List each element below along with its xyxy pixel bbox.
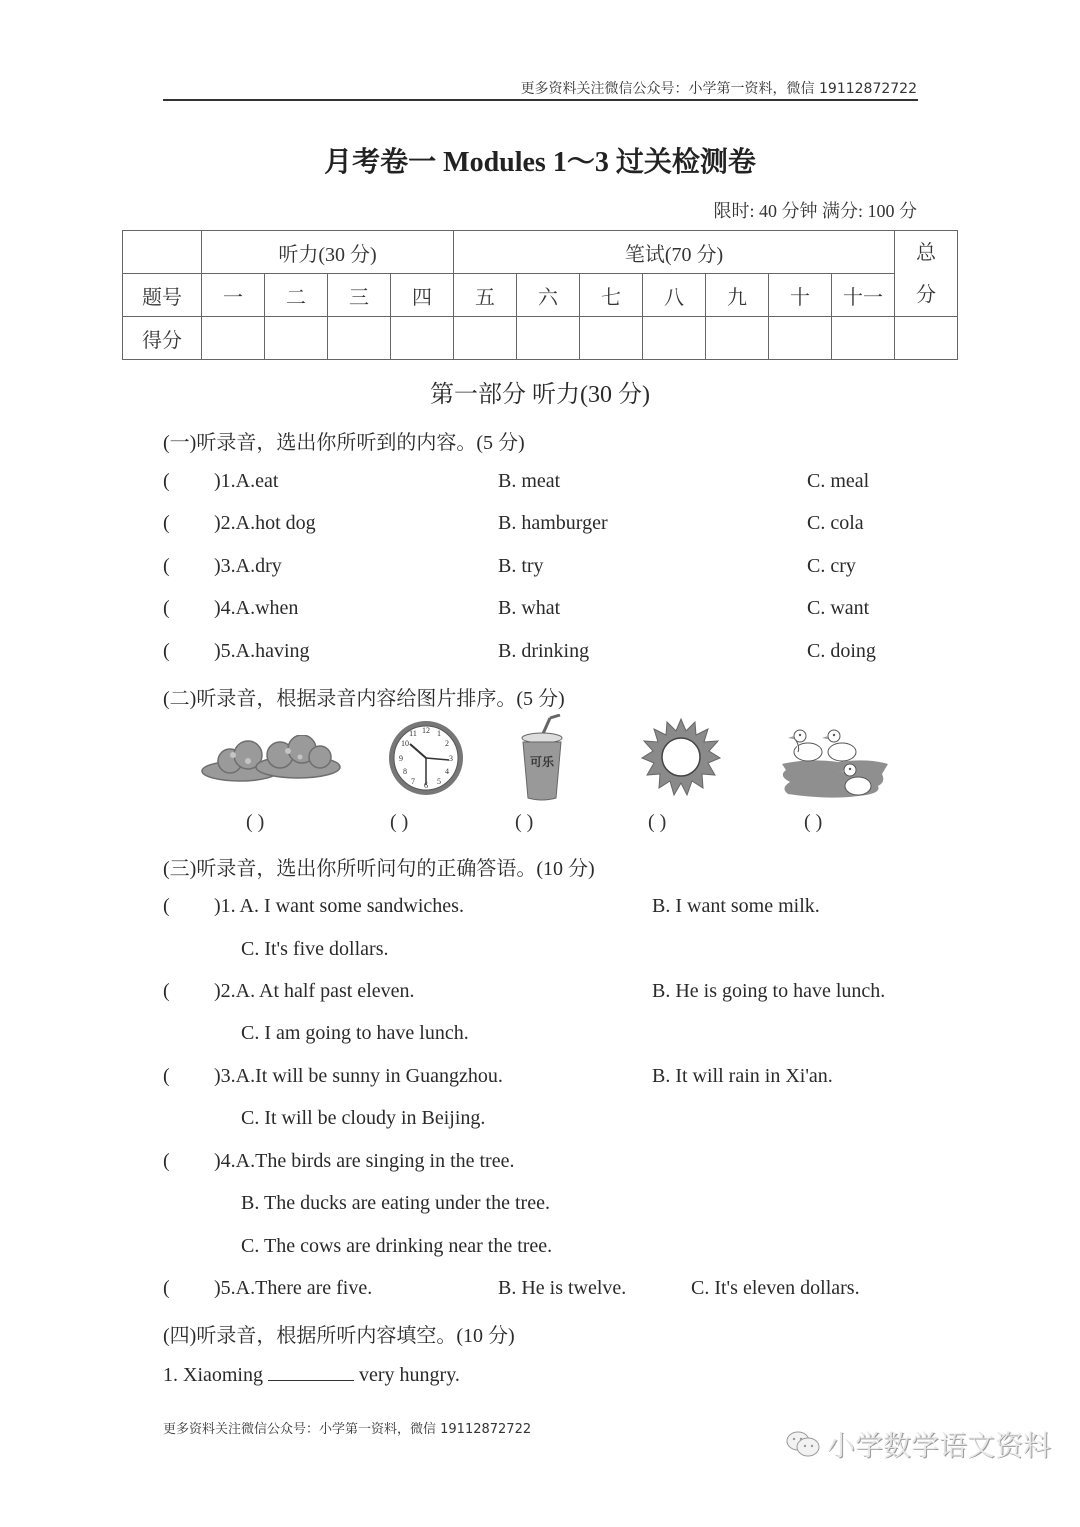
s4-item-1-before: 1. Xiaoming (163, 1364, 263, 1386)
score-cell[interactable] (202, 317, 265, 360)
question-number-cell: 六 (517, 274, 580, 317)
svg-text:8: 8 (403, 767, 407, 776)
s3-item-1-option-c: C. It's five dollars. (241, 938, 389, 960)
wechat-icon (785, 1430, 821, 1465)
score-cell[interactable] (769, 317, 832, 360)
s3-item-2-option-a: )2.A. At half past eleven. (214, 980, 415, 1002)
svg-text:2: 2 (445, 739, 449, 748)
s3-item-2-option-b: B. He is going to have lunch. (652, 980, 886, 1002)
footer-promo-note: 更多资料关注微信公众号：小学第一资料，微信 19112872722 (163, 1422, 532, 1437)
s3-item-5-option-c: C. It's eleven dollars. (691, 1277, 860, 1299)
s3-item-1-option-a: )1. A. I want some sandwiches. (214, 895, 464, 917)
question-number-cell: 十 (769, 274, 832, 317)
s1-item-3-option-c: C. cry (807, 555, 856, 577)
score-cell[interactable] (517, 317, 580, 360)
clock-icon (387, 719, 465, 797)
cola-cup-icon (520, 714, 566, 802)
row-label-question-number: 题号 (123, 274, 202, 317)
s3-item-4-option-c: C. The cows are drinking near the tree. (241, 1235, 553, 1257)
s1-item-1-option-a: )1.A.eat (214, 470, 279, 492)
score-cell[interactable] (832, 317, 895, 360)
s3-item-3-option-c: C. It will be cloudy in Beijing. (241, 1107, 486, 1129)
svg-text:9: 9 (399, 754, 403, 763)
exam-title: 月考卷一 Modules 1～3 过关检测卷 (324, 147, 756, 178)
s4-item-1-after: very hungry. (359, 1364, 460, 1386)
s3-item-4-option-b: B. The ducks are eating under the tree. (241, 1192, 550, 1214)
listening-group-header: 听力(30 分) (202, 231, 454, 274)
score-table-header-row (123, 231, 958, 274)
s1-item-4-option-b: B. what (498, 597, 561, 619)
s1-item-4-option-a: )4.A.when (214, 597, 299, 619)
s1-item-5-paren[interactable]: ( (163, 640, 170, 662)
s1-item-5-option-a: )5.A.having (214, 640, 310, 662)
question-number-cell: 九 (706, 274, 769, 317)
writing-group-header: 笔试(70 分) (454, 231, 895, 274)
s1-item-1-option-c: C. meal (807, 470, 870, 492)
question-number-cell: 四 (391, 274, 454, 317)
s1-item-4-paren[interactable]: ( (163, 597, 170, 619)
s1-item-4-option-c: C. want (807, 597, 870, 619)
svg-text:10: 10 (401, 739, 409, 748)
score-cell[interactable] (454, 317, 517, 360)
s4-item-1 (163, 1362, 460, 1387)
svg-text:7: 7 (411, 777, 415, 786)
section-1-heading: (一)听录音，选出你所听到的内容。(5 分) (163, 432, 525, 454)
svg-text:12: 12 (422, 726, 430, 735)
cloud-icon (200, 735, 342, 785)
s3-item-1-option-b: B. I want some milk. (652, 895, 820, 917)
picture-2-answer-paren[interactable]: ( ) (390, 811, 409, 833)
watermark-text: 小学数学语文资料 (827, 1429, 1052, 1462)
question-number-cell: 一 (202, 274, 265, 317)
score-cell[interactable] (391, 317, 454, 360)
s3-item-2-option-c: C. I am going to have lunch. (241, 1022, 469, 1044)
total-header (895, 231, 958, 317)
s3-item-5-option-a: )5.A.There are five. (214, 1277, 373, 1299)
sun-icon (641, 717, 721, 797)
row-label-score: 得分 (123, 317, 202, 360)
s3-item-5-option-b: B. He is twelve. (498, 1277, 627, 1299)
section-2-heading: (二)听录音，根据录音内容给图片排序。(5 分) (163, 688, 565, 710)
svg-text:6: 6 (424, 781, 428, 790)
question-number-cell: 二 (265, 274, 328, 317)
s1-item-5-option-b: B. drinking (498, 640, 590, 662)
picture-3-answer-paren[interactable]: ( ) (515, 811, 534, 833)
table-corner-cell (123, 231, 202, 274)
part-one-title: 第一部分 听力(30 分) (430, 382, 650, 408)
s3-item-1-paren[interactable]: ( (163, 895, 170, 917)
s1-item-2-option-a: )2.A.hot dog (214, 512, 316, 534)
s3-item-2-paren[interactable]: ( (163, 980, 170, 1002)
s3-item-3-option-b: B. It will rain in Xi'an. (652, 1065, 833, 1087)
svg-text:4: 4 (445, 767, 449, 776)
header-divider (163, 99, 918, 101)
s1-item-3-paren[interactable]: ( (163, 555, 170, 577)
s1-item-3-option-a: )3.A.dry (214, 555, 282, 577)
svg-text:5: 5 (437, 777, 441, 786)
total-header-top: 总 (916, 241, 936, 264)
picture-1-answer-paren[interactable]: ( ) (246, 811, 265, 833)
total-score-cell[interactable] (895, 317, 958, 360)
ducks-icon (778, 722, 890, 800)
question-number-cell: 三 (328, 274, 391, 317)
question-number-cell: 五 (454, 274, 517, 317)
s1-item-2-option-c: C. cola (807, 512, 864, 534)
s3-item-4-option-a: )4.A.The birds are singing in the tree. (214, 1150, 515, 1172)
question-number-row (123, 274, 958, 317)
header-promo-note: 更多资料关注微信公众号：小学第一资料，微信 19112872722 (520, 81, 917, 97)
s4-item-1-blank[interactable] (268, 1362, 354, 1381)
score-cell[interactable] (328, 317, 391, 360)
score-row (123, 317, 958, 360)
question-number-cell: 七 (580, 274, 643, 317)
svg-text:1: 1 (437, 729, 441, 738)
section-3-heading: (三)听录音，选出你所听问句的正确答语。(10 分) (163, 858, 595, 880)
s1-item-3-option-b: B. try (498, 555, 544, 577)
s3-item-3-option-a: )3.A.It will be sunny in Guangzhou. (214, 1065, 503, 1087)
s1-item-5-option-c: C. doing (807, 640, 876, 662)
total-header-bottom: 分 (916, 283, 936, 306)
s1-item-2-option-b: B. hamburger (498, 512, 608, 534)
time-score-limits: 限时: 40 分钟 满分: 100 分 (713, 201, 917, 221)
picture-4-answer-paren[interactable]: ( ) (648, 811, 667, 833)
s3-item-5-paren[interactable]: ( (163, 1277, 170, 1299)
score-cell[interactable] (706, 317, 769, 360)
s1-item-2-paren[interactable]: ( (163, 512, 170, 534)
score-cell[interactable] (265, 317, 328, 360)
s1-item-1-option-b: B. meat (498, 470, 561, 492)
s3-item-4-paren[interactable]: ( (163, 1150, 170, 1172)
watermark (785, 1424, 1051, 1465)
svg-text:11: 11 (409, 729, 417, 738)
picture-5-answer-paren[interactable]: ( ) (804, 811, 823, 833)
s3-item-3-paren[interactable]: ( (163, 1065, 170, 1087)
question-number-cell: 十一 (832, 274, 895, 317)
question-number-cell: 八 (643, 274, 706, 317)
svg-text:可乐: 可乐 (529, 755, 555, 769)
svg-text:3: 3 (449, 754, 453, 763)
section-4-heading: (四)听录音，根据所听内容填空。(10 分) (163, 1325, 515, 1347)
score-cell[interactable] (580, 317, 643, 360)
s1-item-1-paren[interactable]: ( (163, 470, 170, 492)
score-cell[interactable] (643, 317, 706, 360)
score-table (122, 230, 958, 360)
